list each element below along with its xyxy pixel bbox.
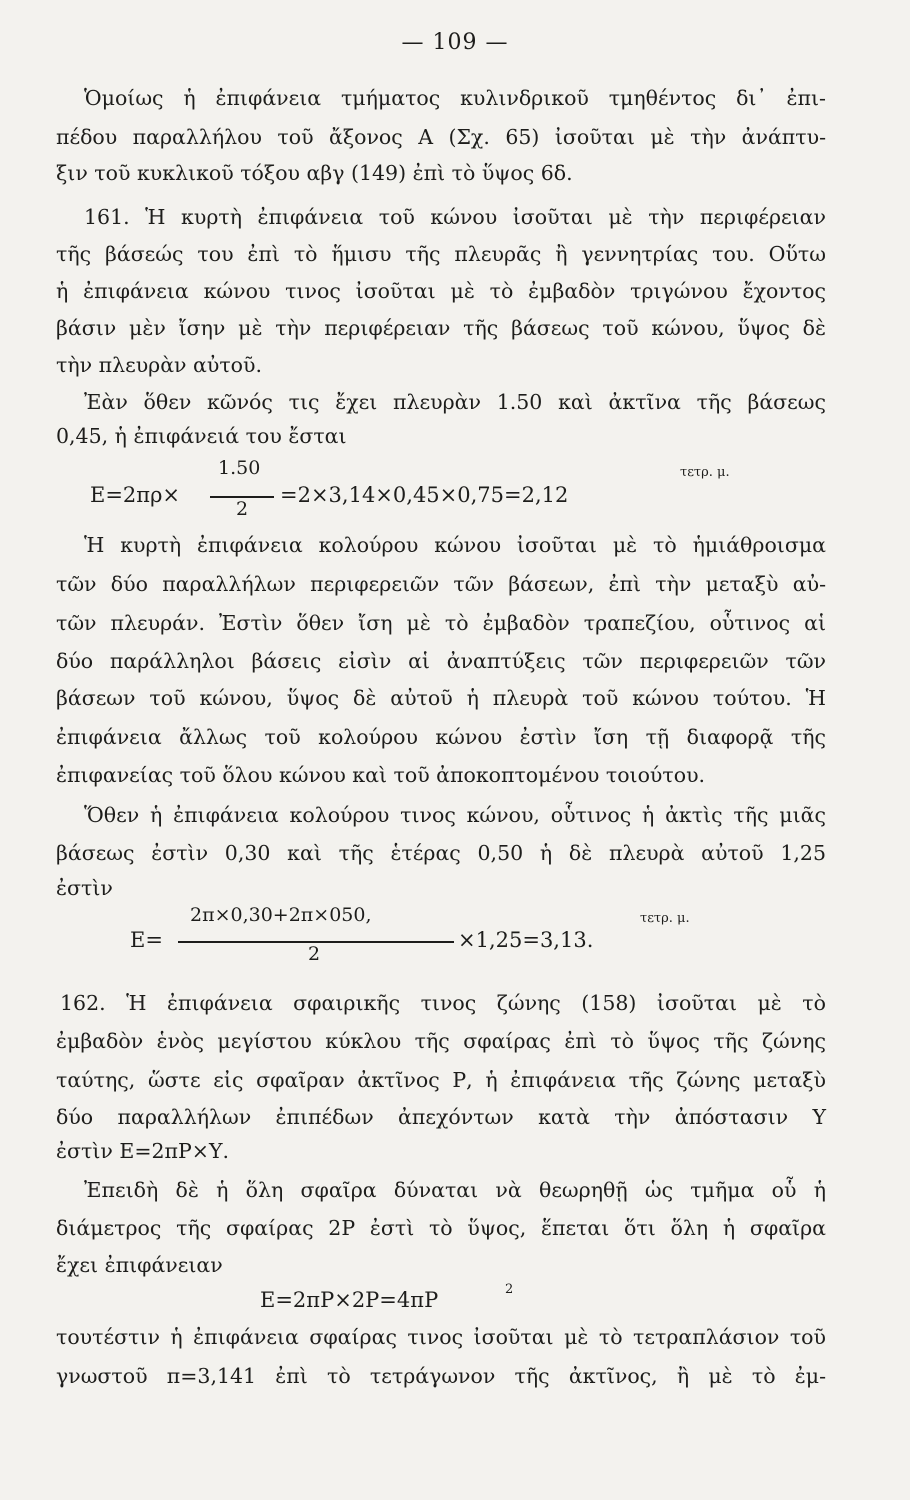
text-line: βάσιν μὲν ἴσην μὲ τὴν περιφέρειαν τῆς βάσεως τοῦ κώνου, ὕψος δὲ (56, 316, 826, 340)
text-line: ἔχει ἐπιφάνειαν (56, 1253, 223, 1277)
fraction-denominator: 2 (236, 498, 249, 520)
equation-text: Ε=2πΡ×2Ρ=4πΡ (260, 1288, 439, 1312)
text-line: ἐπιφάνεια ἄλλως τοῦ κολούρου κώνου ἐστὶν ἴση τῇ διαφορᾷ τῆς (56, 725, 826, 749)
text-line: ξιν τοῦ κυκλικοῦ τόξου αβγ (149) ἐπὶ τὸ ὕψος 6δ. (56, 161, 573, 185)
equation-right: ×1,25=3,13. (458, 928, 594, 952)
text-line: ἐστὶν (56, 876, 113, 900)
text-line: ἡ ἐπιφάνεια κώνου τινος ἰσοῦται μὲ τὸ ἐμβαδὸν τριγώνου ἔχοντος (56, 279, 826, 303)
page-number: — 109 — (401, 30, 509, 55)
text-line: Ἡ κυρτὴ ἐπιφάνεια κολούρου κώνου ἰσοῦται μὲ τὸ ἡμιάθροισμα (84, 533, 826, 557)
unit-label: τετρ. μ. (680, 465, 730, 480)
fraction-numerator: 1.50 (218, 457, 261, 479)
text-line: τὴν πλευρὰν αὐτοῦ. (56, 353, 262, 377)
text-line: 162. Ἡ ἐπιφάνεια σφαιρικῆς τινος ζώνης (158) ἰσοῦται μὲ τὸ (60, 991, 826, 1015)
equation-left: Ε=2πρ× (90, 483, 181, 507)
exponent: 2 (505, 1282, 514, 1297)
text-line: διάμετρος τῆς σφαίρας 2Ρ ἐστὶ τὸ ὕψος, ἕπεται ὅτι ὅλη ἡ σφαῖρα (56, 1216, 826, 1240)
text-line: τουτέστιν ἡ ἐπιφάνεια σφαίρας τινος ἰσοῦται μὲ τὸ τετραπλάσιον τοῦ (56, 1325, 826, 1349)
unit-label: τετρ. μ. (640, 911, 690, 926)
text-line: Ἐπειδὴ δὲ ἡ ὅλη σφαῖρα δύναται νὰ θεωρηθῇ ὡς τμῆμα οὗ ἡ (84, 1178, 826, 1202)
text-line: δύο παραλλήλων ἐπιπέδων ἀπεχόντων κατὰ τὴν ἀπόστασιν Υ (56, 1105, 826, 1129)
text-line: πέδου παραλλήλου τοῦ ἄξονος Α (Σχ. 65) ἰσοῦται μὲ τὴν ἀνάπτυ- (56, 125, 826, 149)
text-line: δύο παράλληλοι βάσεις εἰσὶν αἱ ἀναπτύξεις τῶν περιφερειῶν τῶν (56, 649, 826, 673)
fraction-denominator: 2 (308, 943, 321, 965)
text-line: γνωστοῦ π=3,141 ἐπὶ τὸ τετράγωνον τῆς ἀκτῖνος, ἢ μὲ τὸ ἐμ- (56, 1364, 826, 1388)
text-line: Ὅθεν ἡ ἐπιφάνεια κολούρου τινος κώνου, οὗτινος ἡ ἀκτὶς τῆς μιᾶς (84, 803, 826, 827)
text-line: 0,45, ἡ ἐπιφάνειά του ἔσται (56, 424, 347, 448)
equation-right: =2×3,14×0,45×0,75=2,12 (280, 483, 569, 507)
text-line: Ὁμοίως ἡ ἐπιφάνεια τμήματος κυλινδρικοῦ τμηθέντος δι᾽ ἐπι- (84, 86, 826, 110)
text-line: ταύτης, ὥστε εἰς σφαῖραν ἀκτῖνος Ρ, ἡ ἐπιφάνεια τῆς ζώνης μεταξὺ (56, 1068, 826, 1092)
text-line: τῶν δύο παραλλήλων περιφερειῶν τῶν βάσεων, ἐπὶ τὴν μεταξὺ αὐ- (56, 572, 826, 596)
text-line: ἐμβαδὸν ἑνὸς μεγίστου κύκλου τῆς σφαίρας ἐπὶ τὸ ὕψος τῆς ζώνης (56, 1029, 826, 1053)
text-line: ἐπιφανείας τοῦ ὅλου κώνου καὶ τοῦ ἀποκοπτομένου τοιούτου. (56, 763, 706, 787)
text-line: βάσεως ἐστὶν 0,30 καὶ τῆς ἑτέρας 0,50 ἡ δὲ πλευρὰ αὐτοῦ 1,25 (56, 841, 826, 865)
text-line: τῆς βάσεώς του ἐπὶ τὸ ἥμισυ τῆς πλευρᾶς ἢ γεννητρίας του. Οὕτω (56, 242, 826, 266)
text-line: 161. Ἡ κυρτὴ ἐπιφάνεια τοῦ κώνου ἰσοῦται μὲ τὴν περιφέρειαν (84, 205, 826, 229)
text-line: τῶν πλευράν. Ἐστὶν ὅθεν ἴση μὲ τὸ ἐμβαδὸν τραπεζίου, οὗτινος αἱ (56, 611, 826, 635)
text-line: Ἐὰν ὅθεν κῶνός τις ἔχει πλευρὰν 1.50 καὶ ἀκτῖνα τῆς βάσεως (84, 390, 826, 414)
fraction-numerator: 2π×0,30+2π×050, (190, 904, 372, 926)
text-line: ἐστὶν Ε=2πΡ×Υ. (56, 1139, 230, 1163)
text-line: βάσεων τοῦ κώνου, ὕψος δὲ αὐτοῦ ἡ πλευρὰ τοῦ κώνου τούτου. Ἡ (56, 686, 826, 710)
equation-left: Ε= (130, 928, 163, 952)
